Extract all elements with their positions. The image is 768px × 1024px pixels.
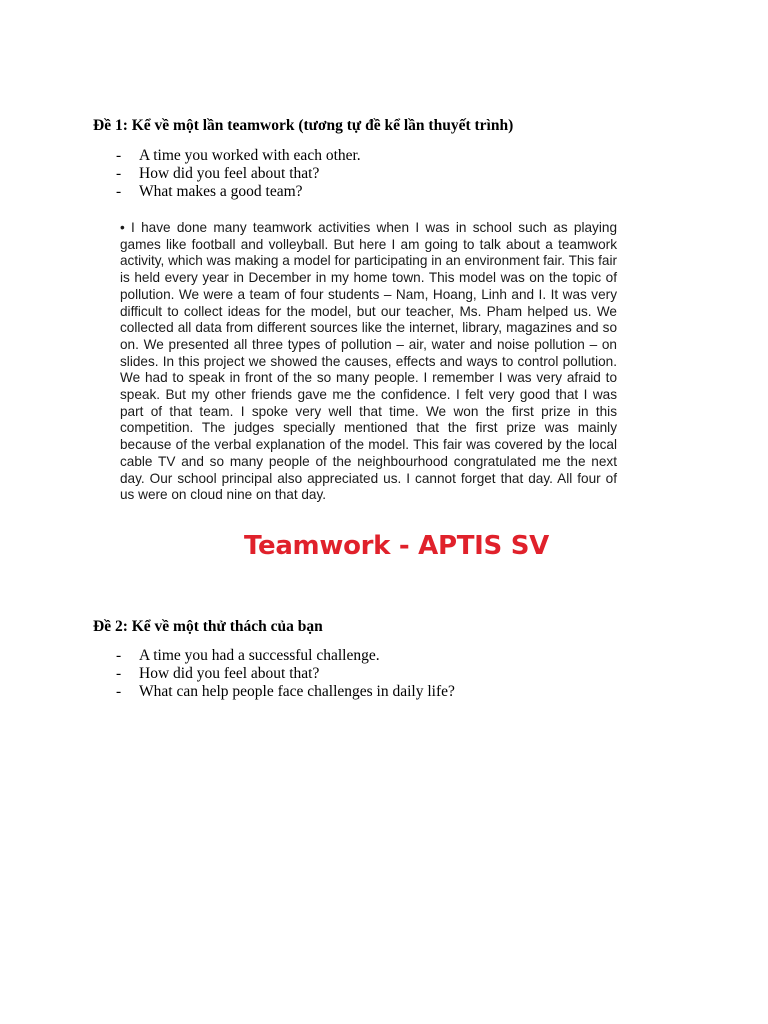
- question-item: [116, 647, 455, 665]
- question-text: What can help people face challenges in daily life?: [139, 683, 455, 700]
- bullet-dash: -: [116, 147, 122, 164]
- bullet-dash: -: [116, 647, 122, 664]
- bullet-dash: -: [116, 683, 122, 700]
- question-item: [116, 665, 455, 683]
- question-text: A time you had a successful challenge.: [139, 647, 380, 664]
- question-text: How did you feel about that?: [139, 165, 320, 182]
- question-text: How did you feel about that?: [139, 665, 320, 682]
- section-1-questions: [116, 147, 361, 201]
- bullet-dash: -: [116, 665, 122, 682]
- question-item: [116, 683, 455, 701]
- bullet-dash: -: [116, 183, 122, 200]
- question-item: [116, 165, 361, 183]
- sample-answer-text: • I have done many teamwork activities when I was in school such as playing games like football and volleyball. But here I am going to talk about a teamwork activity, which was making a model for participating in an environment fair. This fair is held every year in December in my home town. This model was on the topic of pollution. We were a team of four students – Nam, Hoang, Linh and I. It was very difficult to collect ideas for the model, but our teacher, Ms. Pham helped us. We collected all data from different sources like the internet, library, magazines and so on. We presented all three types of pollution – air, water and noise pollution – on slides. In this project we showed the causes, effects and ways to control pollution. We had to speak in front of the so many people. I remember I was very afraid to speak. But my other friends gave me the confidence. I felt very good that I was part of that team. I spoke very well that time. We won the first prize in this competition. The judges specially mentioned that the first prize was mainly because of the verbal explanation of the model. This fair was covered by the local cable TV and so many people of the neighbourhood congratulated me the next day. Our school principal also appreciated us. I cannot forget that day. All four of us were on cloud nine on that day.: [120, 220, 617, 503]
- question-text: What makes a good team?: [139, 183, 303, 200]
- section-1-heading: Đề 1: Kể về một lần teamwork (tương tự đề kể lần thuyết trình): [93, 117, 514, 134]
- watermark-logo-text: Teamwork - APTIS SV: [244, 531, 549, 561]
- question-text: A time you worked with each other.: [139, 147, 361, 164]
- section-2-questions: [116, 647, 455, 701]
- sample-answer-block: [120, 220, 617, 504]
- bullet-dash: -: [116, 165, 122, 182]
- section-2-heading: Đề 2: Kể về một thử thách của bạn: [93, 618, 323, 635]
- question-item: [116, 147, 361, 165]
- question-item: [116, 183, 361, 201]
